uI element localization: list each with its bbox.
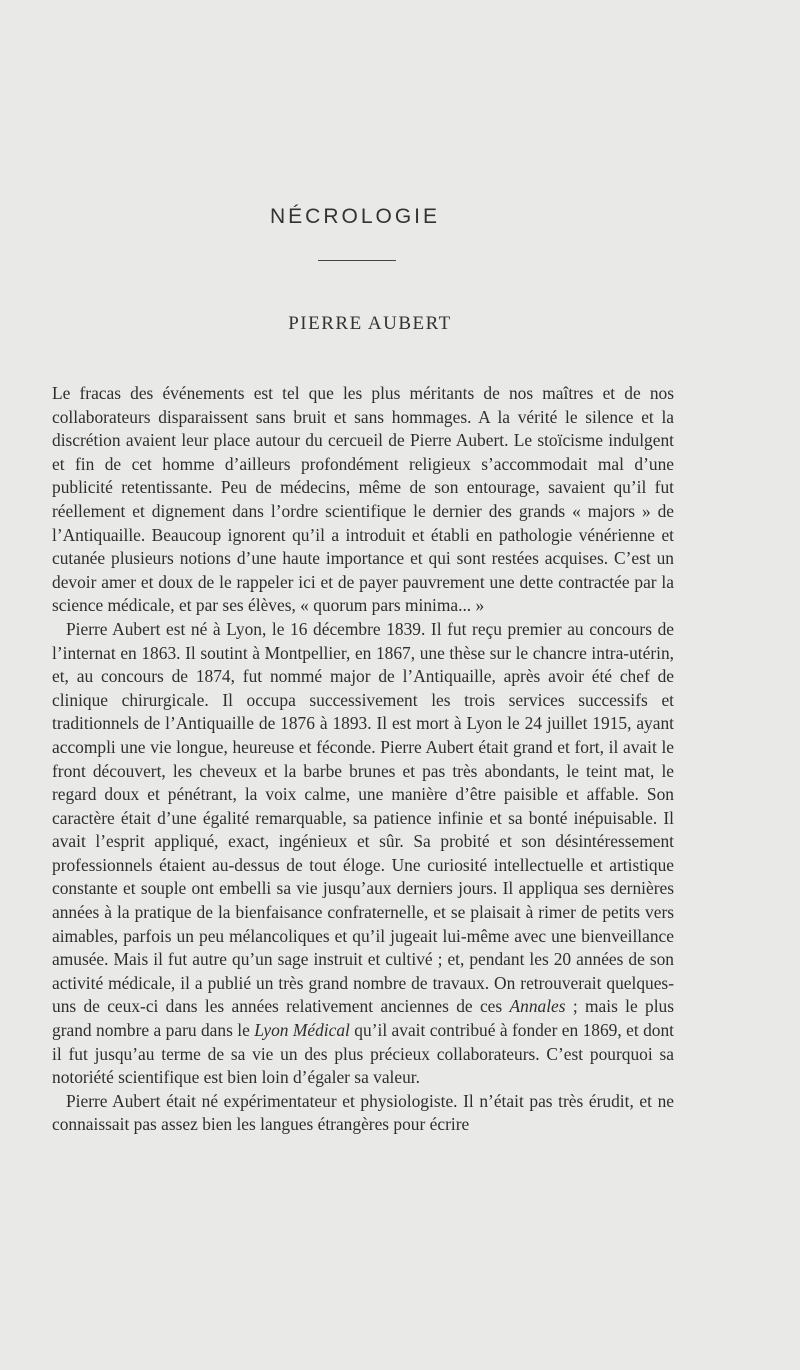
paragraph-2-part-a: Pierre Aubert est né à Lyon, le 16 décembre 1839. Il fut reçu premier au concours de l’internat en 1863. Il soutint à Montpellier, en 1867, une thèse sur le chancre intra-utérin, et, au concours de 1874, fut nommé major de l’Antiquaille, après avoir été chef de clinique chirurgicale. Il occupa successivement les trois services successifs et traditionnels de l’Antiquaille de 1876 à 1893. Il est mort à Lyon le 24 juillet 1915, ayant accompli une vie longue, heureuse et féconde. Pierre Aubert était grand et fort, il avait le front découvert, les cheveux et la barbe brunes et pas très abondants, le teint mat, le regard doux et pénétrant, la voix calme, une manière d’être paisible et affable. Son caractère était d’une égalité remarquable, sa patience infinie et sa bonté inépuisable. Il avait l’esprit appliqué, exact, ingénieux et sûr. Sa probité et son désintéressement professionnels étaient au-dessus de tout éloge. Une curiosité intellectuelle et artistique constante et souple ont embelli sa vie jusqu’aux derniers jours. Il appliqua ses dernières années à la pratique de la bienfaisance confraternelle, et se plaisait à rimer de petits vers aimables, parfois un peu mélancoliques et qu’il jugeait lui-même avec une bienveillance amusée. Mais il fut autre qu’un sage instruit et cultivé ; et, pendant les 20 années de son activité médicale, il a publié un très grand nombre de travaux. On retrouverait quelques-uns de ceux-ci dans les années relativement anciennes de ces	[52, 618, 674, 1017]
journal-name-lyon-medical: Lyon Médical	[254, 1020, 350, 1041]
paragraph-2	[52, 618, 674, 1090]
article-body	[52, 382, 674, 1137]
journal-name-annales: Annales	[509, 996, 566, 1017]
subject-name: PIERRE AUBERT	[288, 313, 452, 334]
section-title: NÉCROLOGIE	[269, 205, 441, 228]
paragraph-3: Pierre Aubert était né expérimentateur et physiologiste. Il n’était pas très érudit, et ne connaissait pas assez bien les langues étrangères pour écrire	[52, 1090, 674, 1135]
paragraph-2-part-c: qu’il avait contribué à fonder en 1869, et dont il fut jusqu’au terme de sa vie un des plus précieux collaborateurs. C’est pourquoi sa notoriété scientifique est bien loin d’égaler sa valeur.	[52, 1020, 675, 1088]
title-divider	[318, 260, 396, 261]
paragraph-2-part-b: ; mais le plus grand nombre a paru dans le	[52, 996, 675, 1041]
paragraph-1: Le fracas des événements est tel que les plus méritants de nos maîtres et de nos collaborateurs disparaissent sans bruit et sans hommages. A la vérité le silence et la discrétion avaient leur place autour du cercueil de Pierre Aubert. Le stoïcisme indulgent et fin de cet homme d’ailleurs profondément religieux s’accommodait mal d’une publicité retentissante. Peu de médecins, même de son entourage, savaient qu’il fut réellement et dignement dans l’ordre scientifique le dernier des grands « majors » de l’Antiquaille. Beaucoup ignorent qu’il a introduit et établi en pathologie vénérienne et cutanée plusieurs notions d’une haute importance et qui sont restées acquises. C’est un devoir amer et doux de le rappeler ici et de payer pauvrement une dette contractée par la science médicale, et par ses élèves, « quorum pars minima... »	[52, 383, 674, 616]
